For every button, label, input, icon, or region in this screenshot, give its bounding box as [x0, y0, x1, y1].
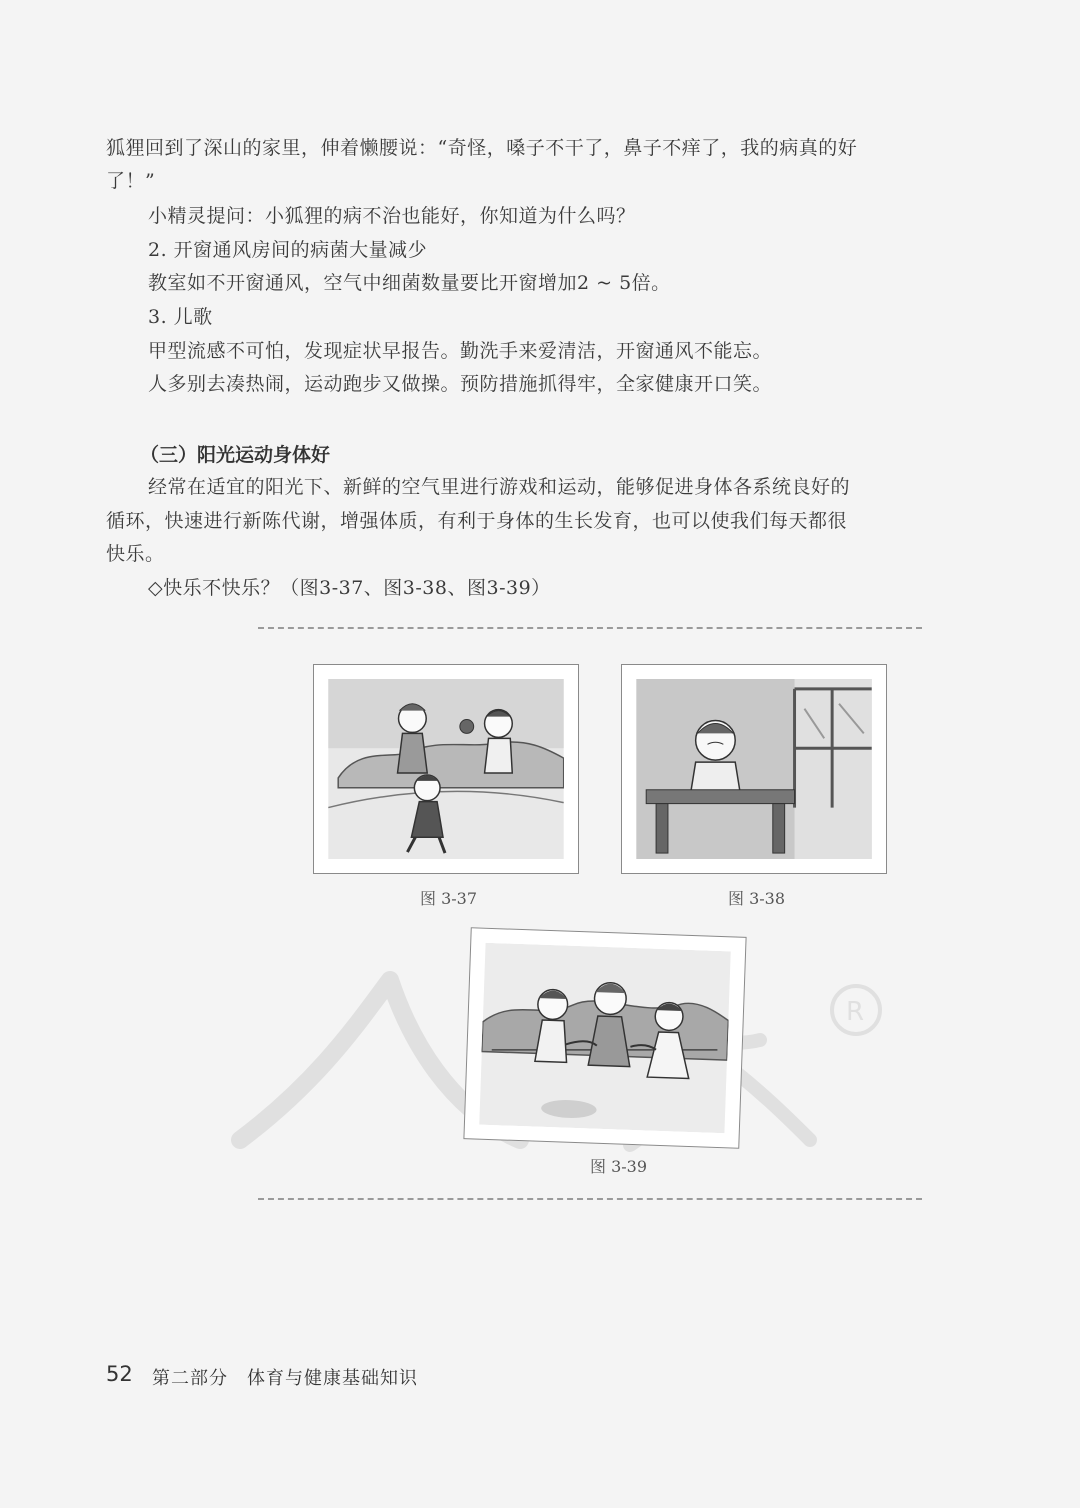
question-line: 小精灵提问：小狐狸的病不治也能好，你知道为什么吗？ [148, 205, 636, 227]
figure-3-39-kids-skipping [463, 927, 746, 1149]
song-line: 甲型流感不可怕，发现症状早报告。勤洗手来爱清洁，开窗通风不能忘。 [148, 340, 773, 362]
figure-caption: 图 3-39 [590, 1157, 648, 1176]
chapter-title: 第二部分 体育与健康基础知识 [152, 1368, 418, 1389]
song-line: 人多别去凑热闹，运动跑步又做操。预防措施抓得牢，全家健康开口笑。 [148, 373, 773, 395]
dashed-divider-top [258, 627, 922, 629]
section-heading: （三）阳光运动身体好 [140, 444, 331, 466]
subheading-line: 2. 开窗通风房间的病菌大量减少 [148, 239, 428, 261]
question-line: ◇快乐不快乐？（图3-37、图3-38、图3-39） [148, 577, 551, 599]
subheading-line: 3. 儿歌 [148, 306, 213, 328]
paragraph-line: 狐狸回到了深山的家里，伸着懒腰说：“奇怪，嗓子不干了，鼻子不痒了，我的病真的好 [106, 137, 858, 159]
paragraph-line: 快乐。 [106, 543, 165, 565]
page-number: 52 [106, 1362, 133, 1386]
figure-3-37-children-playing [313, 664, 579, 874]
figure-caption: 图 3-38 [728, 889, 786, 908]
paragraph-line: 经常在适宜的阳光下、新鲜的空气里进行游戏和运动，能够促进身体各系统良好的 [148, 476, 851, 498]
figure-caption: 图 3-37 [420, 889, 478, 908]
paragraph-line: 循环，快速进行新陈代谢，增强体质，有利于身体的生长发育，也可以使我们每天都很 [106, 510, 848, 532]
dashed-divider-bottom [258, 1198, 922, 1200]
children-playing-illustration [328, 679, 564, 859]
paragraph-line: 教室如不开窗通风，空气中细菌数量要比开窗增加2 ~ 5倍。 [148, 272, 671, 294]
svg-text:R: R [846, 997, 865, 1027]
sad-boy-illustration [636, 679, 872, 859]
figure-3-38-boy-at-desk [621, 664, 887, 874]
paragraph-line: 了！” [106, 170, 156, 192]
kids-skipping-illustration [479, 943, 731, 1133]
